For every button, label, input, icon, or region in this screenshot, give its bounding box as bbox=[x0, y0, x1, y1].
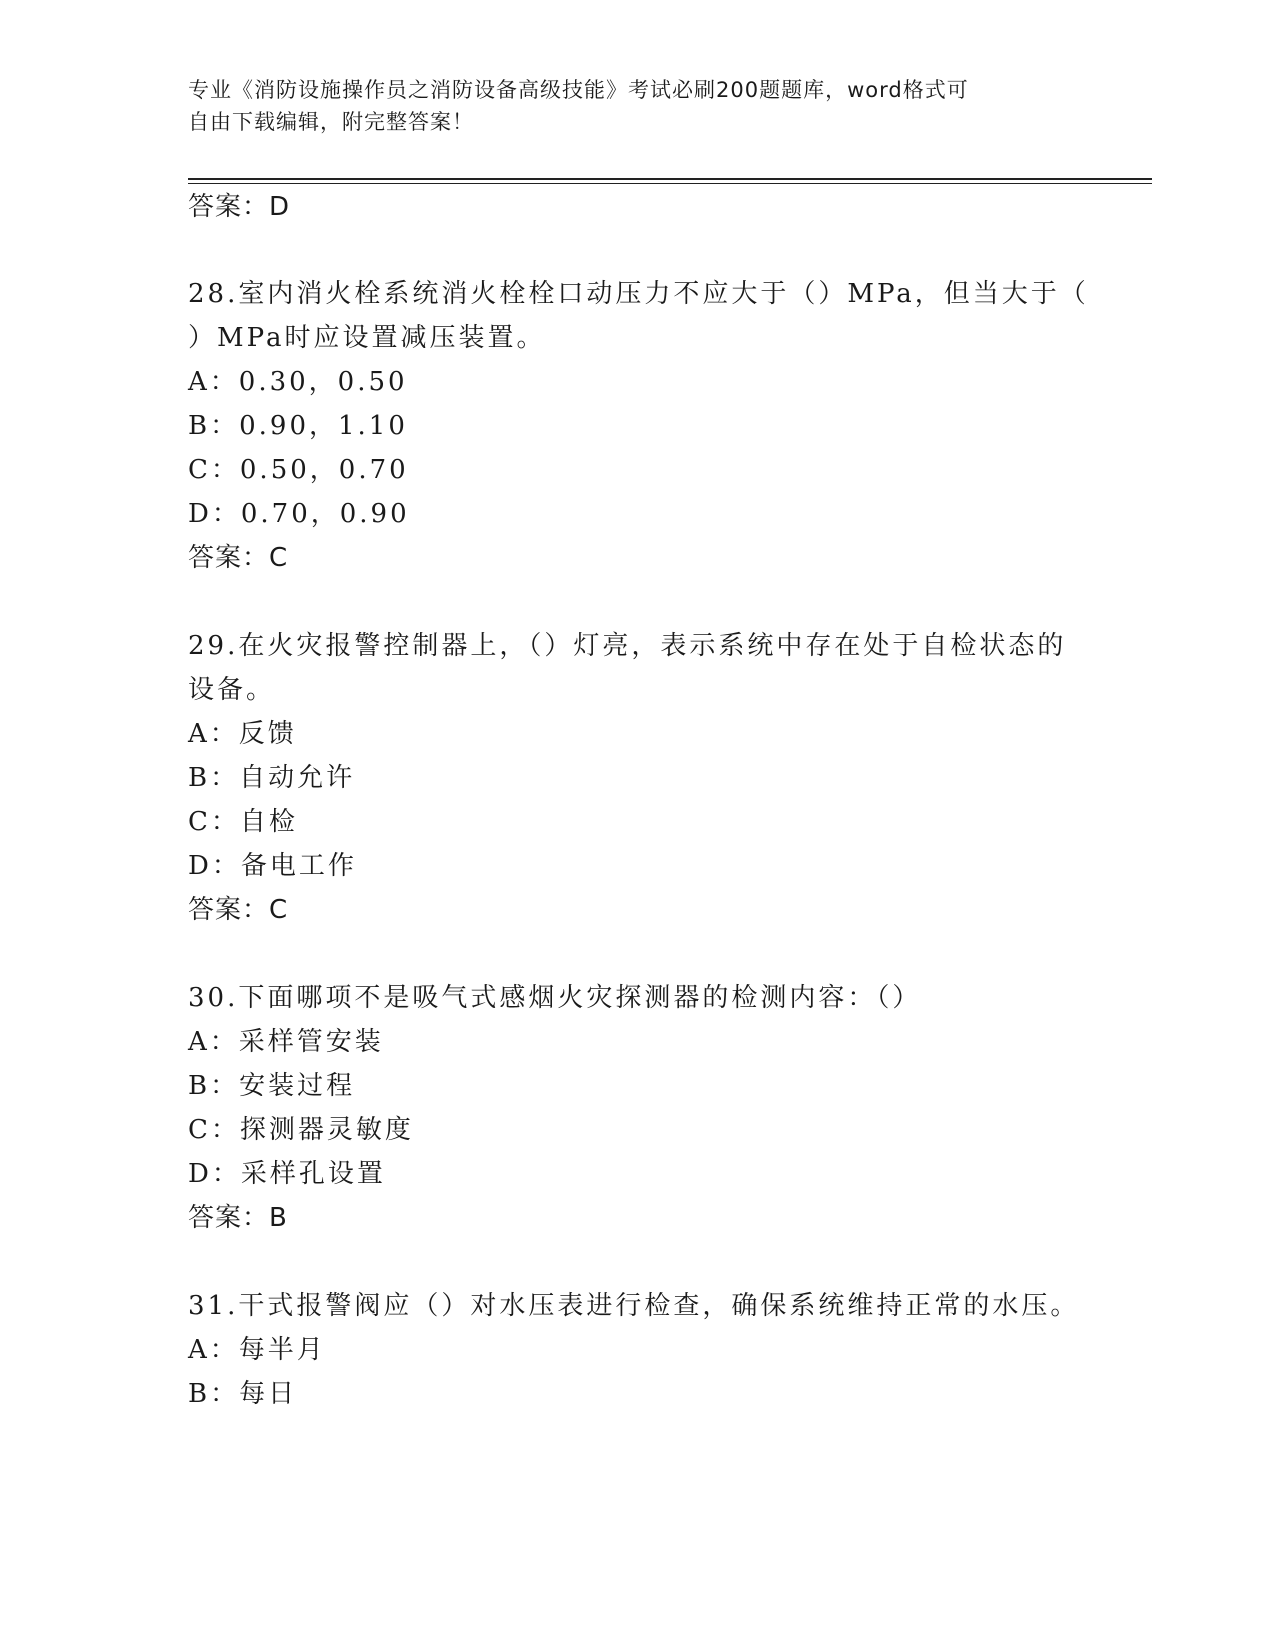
question-31-stem: 31.干式报警阀应（）对水压表进行检查，确保系统维持正常的水压。 bbox=[188, 1291, 1080, 1321]
question-28-option-b: B：0.90，1.10 bbox=[188, 411, 408, 441]
header-rule-thin bbox=[188, 183, 1152, 184]
question-30-stem: 30.下面哪项不是吸气式感烟火灾探测器的检测内容：（） bbox=[188, 983, 922, 1013]
answer-30: 答案：B bbox=[188, 1203, 288, 1233]
question-28-option-a: A：0.30，0.50 bbox=[188, 367, 408, 397]
question-30-option-a: A：采样管安装 bbox=[188, 1027, 384, 1057]
question-29-option-d: D：备电工作 bbox=[188, 851, 357, 881]
question-30-option-d: D：采样孔设置 bbox=[188, 1159, 386, 1189]
question-28-option-d: D：0.70，0.90 bbox=[188, 499, 410, 529]
question-29-option-a: A：反馈 bbox=[188, 719, 297, 749]
question-28-option-c: C：0.50，0.70 bbox=[188, 455, 409, 485]
question-30-option-b: B：安装过程 bbox=[188, 1071, 356, 1101]
question-29-option-c: C：自检 bbox=[188, 807, 298, 837]
question-28-stem-line-1: 28.室内消火栓系统消火栓栓口动压力不应大于（）MPa，但当大于（ bbox=[188, 279, 1089, 309]
question-31-option-a: A：每半月 bbox=[188, 1335, 326, 1365]
header-line-2: 自由下载编辑，附完整答案！ bbox=[188, 110, 474, 134]
answer-27: 答案：D bbox=[188, 192, 291, 222]
question-29-stem-line-2: 设备。 bbox=[188, 675, 276, 705]
header-rule-thick bbox=[188, 178, 1152, 180]
question-31-option-b: B：每日 bbox=[188, 1379, 298, 1409]
answer-28: 答案：C bbox=[188, 543, 289, 573]
question-30-option-c: C：探测器灵敏度 bbox=[188, 1115, 414, 1145]
question-29-option-b: B：自动允许 bbox=[188, 763, 356, 793]
question-29-stem-line-1: 29.在火灾报警控制器上，（）灯亮，表示系统中存在处于自检状态的 bbox=[188, 631, 1067, 661]
answer-29: 答案：C bbox=[188, 895, 289, 925]
header-line-1: 专业《消防设施操作员之消防设备高级技能》考试必刷200题题库，word格式可 bbox=[188, 78, 969, 102]
document-header bbox=[188, 74, 1088, 138]
question-28-stem-line-2: ）MPa时应设置减压装置。 bbox=[188, 323, 546, 353]
